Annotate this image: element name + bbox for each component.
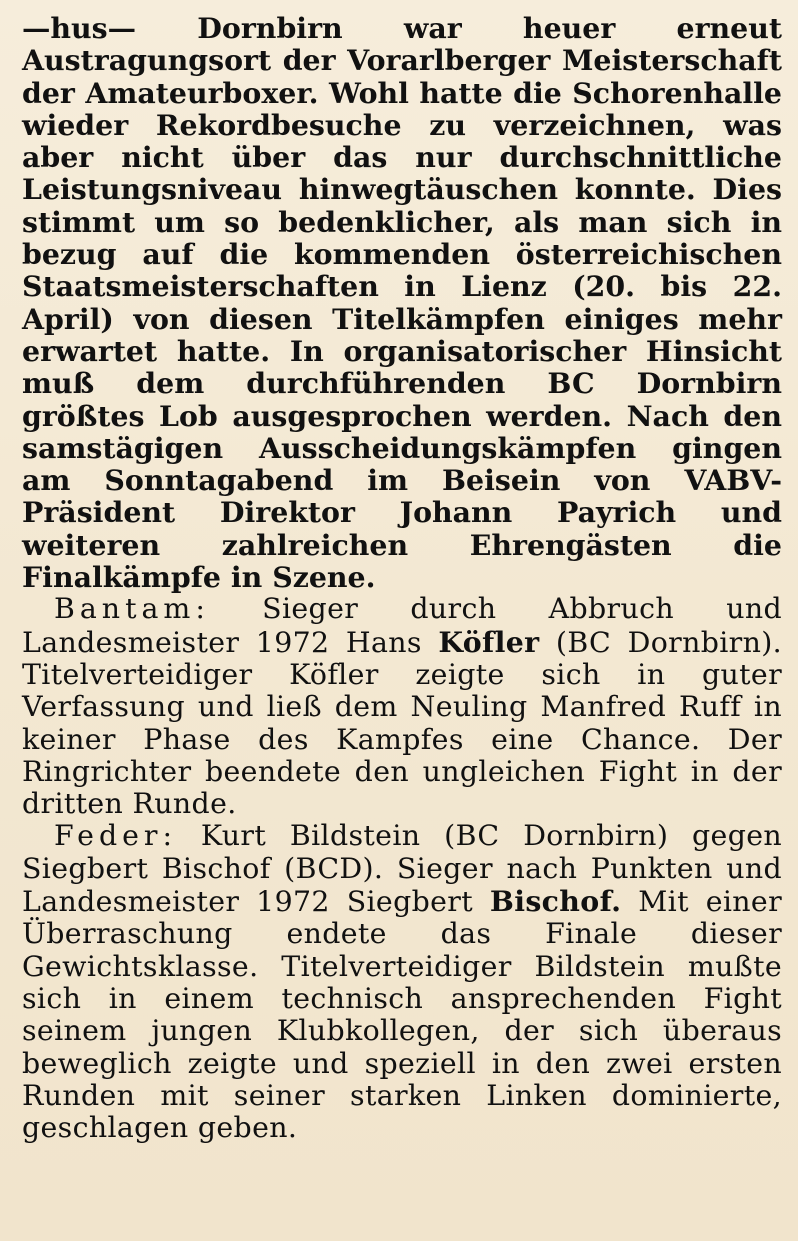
intro-text: Dornbirn war heuer erneut Austragungsort der Vorarlberger Meisterschaft der Amateurboxer. Wohl hatte die Schorenhalle wieder Rekordbesuche zu verzeichnen, was aber nicht über das nur durchschnittliche Leistungsniveau hinwegtäuschen konnte. Dies stimmt um so bedenklicher, als man sich in bezug auf die kommenden österreichischen Staatsmeisterschaften in Lienz (20. bis 22. April) von diesen Titelkämpfen einiges mehr erwartet hatte. In organisatorischer Hinsicht muß dem durchführenden BC Dornbirn größtes Lob ausgesprochen werden. Nach den samstägigen Ausscheidungskämpfen gingen am Sonntagabend im Beisein von VABV-Präsident Direktor Johann Payrich und weiteren zahlreichen Ehrengästen die Finalkämpfe in Szene.: [22, 11, 783, 595]
bantam-paragraph: [22, 593, 782, 820]
bantam-text-b: (BC Dornbirn). Titelverteidiger Köfler zeigte sich in guter Verfassung und ließ dem Neuling Manfred Ruff in keiner Phase des Kampfes eine Chance. Der Ringrichter beendete den ungleichen Fight in der dritten Runde.: [22, 625, 783, 821]
feder-paragraph: [22, 820, 782, 1144]
bantam-text-a: Sieger durch Abbruch und Landesmeister 1972 Hans: [22, 592, 783, 659]
bantam-label: Bantam:: [54, 592, 210, 626]
article-column: [22, 12, 782, 1144]
feder-text-a: Kurt Bildstein (BC Dornbirn) gegen Siegbert Bischof (BCD). Sieger nach Punkten und Landesmeister 1972 Siegbert: [22, 819, 783, 919]
bantam-winner-name: Köfler: [438, 624, 540, 659]
feder-winner-name: Bischof.: [489, 884, 622, 919]
feder-text-b: Mit einer Überraschung endete das Finale dieser Gewichtsklasse. Titelverteidiger Bildstein mußte sich in einem technisch ansprechenden Fight seinem jungen Klubkollegen, der sich überaus beweglich zeigte und speziell in den zwei ersten Runden mit seiner starken Linken dominierte, geschlagen geben.: [22, 885, 783, 1145]
feder-label: Feder:: [54, 819, 178, 853]
byline: —hus—: [22, 11, 137, 45]
intro-paragraph: [22, 12, 782, 593]
